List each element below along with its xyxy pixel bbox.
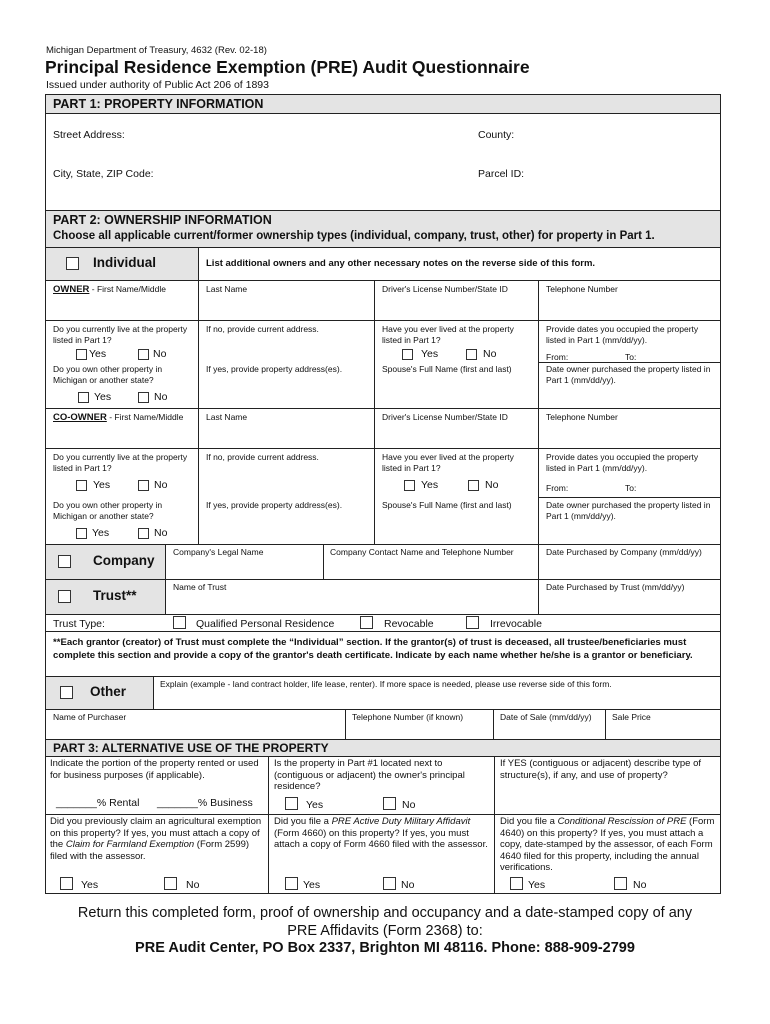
individual-note: List additional owners and any other necessary notes on the reverse side of this form. [206,258,596,269]
farmland-yes-checkbox[interactable] [60,877,73,890]
military-no-label: No [401,879,415,891]
coowner-ever-lived-no-checkbox[interactable] [468,480,479,491]
coowner-phone-label: Telephone Number [546,412,618,422]
farmland-yes-label: Yes [81,879,99,891]
rescission-no-checkbox[interactable] [614,877,627,890]
trust-checkbox[interactable] [58,590,71,603]
individual-label: Individual [93,255,157,270]
trust-type-label: Trust Type: [53,618,105,630]
other-checkbox[interactable] [60,686,73,699]
parcel-id-label: Parcel ID: [478,168,525,180]
city-state-zip-input[interactable] [170,163,460,183]
company-date-label: Date Purchased by Company (mm/dd/yy) [546,547,702,557]
military-yes-checkbox[interactable] [285,877,298,890]
coowner-date-purchased-label: Date owner purchased the property listed in Part 1 (mm/dd/yy). [546,500,711,521]
coowner-spouse-label: Spouse's Full Name (first and last) [382,500,512,510]
owner-date-purchased-label: Date owner purchased the property listed in Part 1 (mm/dd/yy). [546,364,711,385]
owner-ever-lived-question: Have you ever lived at the property listed in Part 1? [382,324,514,345]
owner-live-yes-checkbox[interactable] [76,349,87,360]
trust-date-label: Date Purchased by Trust (mm/dd/yy) [546,582,685,592]
parcel-id-input[interactable] [528,163,710,183]
trust-irrevocable-checkbox[interactable] [466,616,479,629]
trust-qpr-label: Qualified Personal Residence [196,618,335,630]
coowner-last-name-label: Last Name [206,412,248,422]
coowner-ever-lived-question: Have you ever lived at the property listed in Part 1? [382,452,514,473]
form-title: Principal Residence Exemption (PRE) Audit Questionnaire [45,57,530,77]
owner-ever-lived-yes-label: Yes [421,348,439,360]
other-label: Other [90,684,127,699]
contiguous-describe-label: If YES (contiguous or adjacent) describe type of structure(s), if any, and use of property? [500,758,702,781]
coowner-ever-lived-no-label: No [485,479,499,491]
sale-price-label: Sale Price [612,712,651,722]
trust-qpr-checkbox[interactable] [173,616,186,629]
street-address-input[interactable] [160,124,460,144]
owner-live-question: Do you currently live at the property listed in Part 1? [53,324,188,345]
trust-note: **Each grantor (creator) of Trust must complete the “Individual” section. If the grantor(s) of trust is deceased, all trustee/beneficiaries must complete this section and provide a copy of the grantor's death certificate. Indicate by each name whether he/she is a grantor or beneficiary. [53,637,693,661]
coowner-live-no-label: No [154,479,168,491]
part1-heading: PART 1: PROPERTY INFORMATION [53,97,264,111]
coowner-to-label: To: [625,483,637,493]
owner-if-no-label: If no, provide current address. [206,324,319,334]
owner-dates-occupied-label: Provide dates you occupied the property listed in Part 1 (mm/dd/yy). [546,324,699,345]
county-label: County: [478,129,515,141]
owner-own-other-yes-label: Yes [94,391,112,403]
contiguous-yes-checkbox[interactable] [285,797,298,810]
company-legal-name-label: Company's Legal Name [173,547,264,557]
contiguous-question: Is the property in Part #1 located next to (contiguous or adjacent) the owner's principal residence? [274,758,465,792]
trust-revocable-label: Revocable [384,618,434,630]
coowner-if-yes-label: If yes, provide property address(es). [206,500,343,510]
owner-ever-lived-yes-checkbox[interactable] [402,349,413,360]
rental-percent-label: _______% Rental [56,797,140,809]
company-label: Company [93,553,155,568]
coowner-dl-label: Driver's License Number/State ID [382,412,508,422]
county-input[interactable] [520,124,710,144]
part2-subheading: Choose all applicable current/former ownership types (individual, company, trust, other) for property in Part 1. [53,230,655,242]
coowner-live-question: Do you currently live at the property listed in Part 1? [53,452,188,473]
coowner-own-other-yes-checkbox[interactable] [76,528,87,539]
coowner-live-yes-checkbox[interactable] [76,480,87,491]
purchaser-name-label: Name of Purchaser [53,712,127,722]
owner-last-name-label: Last Name [206,284,248,294]
business-percent-label: _______% Business [157,797,253,809]
city-state-zip-label: City, State, ZIP Code: [53,168,154,180]
footer-line-2: PRE Affidavits (Form 2368) to: [287,923,483,939]
coowner-first-name-label: CO-OWNER - First Name/Middle [53,412,184,423]
owner-spouse-label: Spouse's Full Name (first and last) [382,364,512,374]
contiguous-no-checkbox[interactable] [383,797,396,810]
individual-checkbox[interactable] [66,257,79,270]
trust-name-label: Name of Trust [173,582,227,592]
purchaser-phone-label: Telephone Number (if known) [352,712,464,722]
coowner-live-yes-label: Yes [93,479,111,491]
coowner-if-no-label: If no, provide current address. [206,452,319,462]
footer-line-1: Return this completed form, proof of ownership and occupancy and a date-stamped copy of any [77,905,693,921]
owner-live-no-label: No [153,348,167,360]
owner-live-yes-label: Yes [89,348,107,360]
authority-line: Issued under authority of Public Act 206 of 1893 [46,79,269,91]
other-explain-label: Explain (example - land contract holder, life lease, renter). If more space is needed, please use reverse side of this form. [160,679,612,689]
coowner-dates-occupied-label: Provide dates you occupied the property listed in Part 1 (mm/dd/yy). [546,452,699,473]
coowner-own-other-question: Do you own other property in Michigan or another state? [53,500,163,521]
trust-revocable-checkbox[interactable] [360,616,373,629]
coowner-from-label: From: [546,483,569,493]
farmland-no-label: No [186,879,200,891]
rescission-yes-checkbox[interactable] [510,877,523,890]
owner-own-other-no-label: No [154,391,168,403]
owner-phone-label: Telephone Number [546,284,618,294]
portion-question: Indicate the portion of the property rented or used for business purposes (if applicable). [50,758,259,781]
street-address-label: Street Address: [53,129,125,141]
rescission-question: Did you file a Conditional Rescission of PRE (Form 4640) on this property? If yes, you must attach a copy, date-stamped by the assessor, of each Form 4640 filed for this property, including the annual verifications. [500,816,715,873]
owner-first-name-label: OWNER - First Name/Middle [53,284,166,295]
footer-address: PRE Audit Center, PO Box 2337, Brighton MI 48116. Phone: 888-909-2799 [135,940,635,956]
company-contact-label: Company Contact Name and Telephone Number [330,547,514,557]
owner-dl-label: Driver's License Number/State ID [382,284,508,294]
trust-irrevocable-label: Irrevocable [490,618,542,630]
farmland-question: Did you previously claim an agricultural exemption on this property? If yes, you must attach a copy of the Claim for Farmland Exemption (Form 2599) filed with the assessor. [50,816,262,862]
military-no-checkbox[interactable] [383,877,396,890]
owner-own-other-no-checkbox[interactable] [138,392,149,403]
coowner-live-no-checkbox[interactable] [138,480,149,491]
owner-ever-lived-no-label: No [483,348,497,360]
owner-to-label: To: [625,352,637,362]
owner-ever-lived-no-checkbox[interactable] [466,349,477,360]
coowner-ever-lived-yes-label: Yes [421,479,439,491]
military-affidavit-question: Did you file a PRE Active Duty Military Affidavit (Form 4660) on this property? If yes, you must attach a copy of Form 4660 filed with the assessor. [274,816,488,850]
rescission-yes-label: Yes [528,879,546,891]
farmland-no-checkbox[interactable] [164,877,177,890]
sale-date-label: Date of Sale (mm/dd/yy) [500,712,592,722]
rescission-no-label: No [633,879,647,891]
owner-if-yes-label: If yes, provide property address(es). [206,364,343,374]
owner-from-label: From: [546,352,569,362]
coowner-own-other-yes-label: Yes [92,527,110,539]
part3-heading: PART 3: ALTERNATIVE USE OF THE PROPERTY [53,741,329,755]
owner-own-other-question: Do you own other property in Michigan or another state? [53,364,163,385]
coowner-own-other-no-label: No [154,527,168,539]
form-number: Michigan Department of Treasury, 4632 (Rev. 02-18) [46,45,267,56]
owner-own-other-yes-checkbox[interactable] [78,392,89,403]
contiguous-yes-label: Yes [306,799,324,811]
contiguous-no-label: No [402,799,416,811]
trust-label: Trust** [93,588,137,603]
coowner-ever-lived-yes-checkbox[interactable] [404,480,415,491]
owner-live-no-checkbox[interactable] [138,349,149,360]
military-yes-label: Yes [303,879,321,891]
company-checkbox[interactable] [58,555,71,568]
coowner-own-other-no-checkbox[interactable] [138,528,149,539]
part2-heading: PART 2: OWNERSHIP INFORMATION [53,213,272,227]
